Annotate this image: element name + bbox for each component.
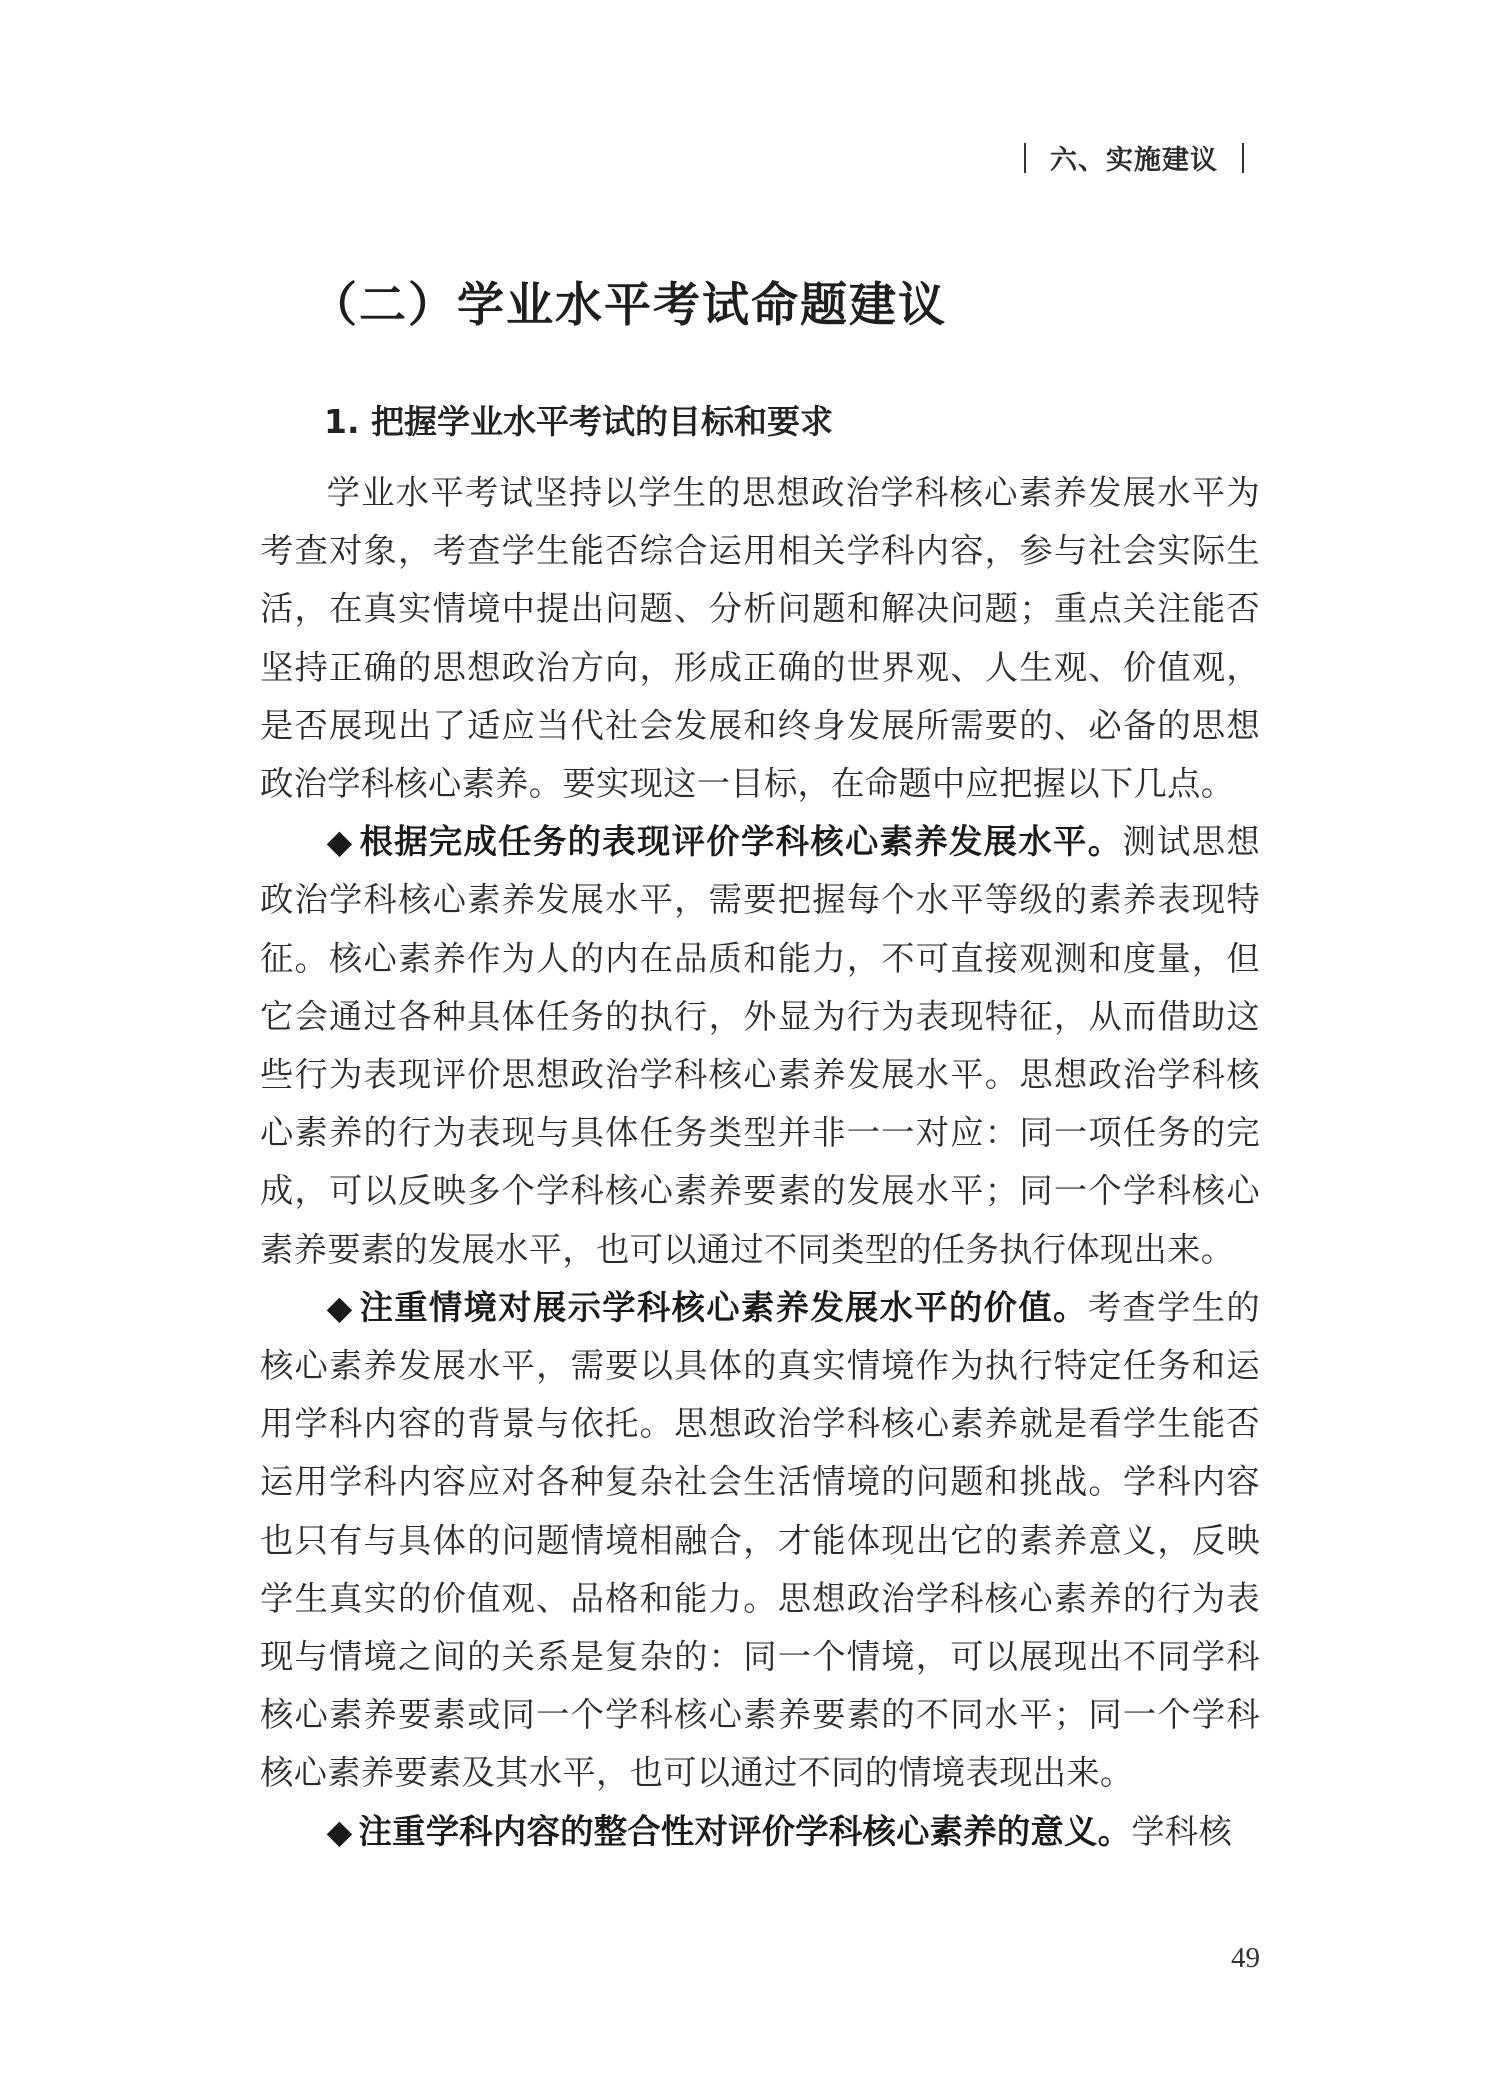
bullet-paragraph-3 [260,1803,1260,1861]
diamond-bullet-icon: ◆ [326,822,354,862]
bullet-paragraph-1 [260,813,1260,1279]
page-number: 49 [1231,1942,1260,1974]
bullet-lead-1: 根据完成任务的表现评价学科核心素养发展水平。 [359,822,1123,862]
running-title: 六、实施建议 [1050,145,1218,176]
bullet-text-2: 考查学生的核心素养发展水平，需要以具体的真实情境作为执行特定任务和运用学科内容的背景与依托。思想政治学科核心素养就是看学生能否运用学科内容应对各种复杂社会生活情境的问题和挑战。学科内容也只有与具体的问题情境相融合，才能体现出它的素养意义，反映学生真实的价值观、品格和能力。思想政治学科核心素养的行为表现与情境之间的关系是复杂的：同一个情境，可以展现出不同学科核心素养要素或同一个学科核心素养要素的不同水平；同一个学科核心素养要素及其水平，也可以通过不同的情境表现出来。 [260,1287,1260,1793]
section-heading: （二）学业水平考试命题建议 [310,278,947,333]
bullet-text-1: 测试思想政治学科核心素养发展水平，需要把握每个水平等级的素养表现特征。核心素养作为人的内在品质和能力，不可直接观测和度量，但它会通过各种具体任务的执行，外显为行为表现特征，从而借助这些行为表现评价思想政治学科核心素养发展水平。思想政治学科核心素养的行为表现与具体任务类型并非一一对应：同一项任务的完成，可以反映多个学科核心素养要素的发展水平；同一个学科核心素养要素的发展水平，也可以通过不同类型的任务执行体现出来。 [260,822,1260,1269]
running-header [1000,138,1268,177]
bullet-text-3: 学科核 [1131,1811,1233,1851]
header-divider-left [1024,143,1026,173]
bullet-lead-2: 注重情境对展示学科核心素养发展水平的价值。 [359,1287,1088,1327]
body-text [260,464,1260,1861]
sub-heading: 1. 把握学业水平考试的目标和要求 [324,402,833,441]
diamond-bullet-icon: ◆ [326,1287,354,1327]
diamond-bullet-icon: ◆ [326,1811,353,1851]
bullet-lead-3: 注重学科内容的整合性对评价学科核心素养的意义。 [358,1811,1132,1851]
intro-paragraph: 学业水平考试坚持以学生的思想政治学科核心素养发展水平为考查对象，考查学生能否综合运用相关学科内容，参与社会实际生活，在真实情境中提出问题、分析问题和解决问题；重点关注能否坚持正确的思想政治方向，形成正确的世界观、人生观、价值观，是否展现出了适应当代社会发展和终身发展所需要的、必备的思想政治学科核心素养。要实现这一目标，在命题中应把握以下几点。 [260,473,1260,804]
header-divider-right [1242,143,1244,173]
bullet-paragraph-2 [260,1279,1260,1803]
